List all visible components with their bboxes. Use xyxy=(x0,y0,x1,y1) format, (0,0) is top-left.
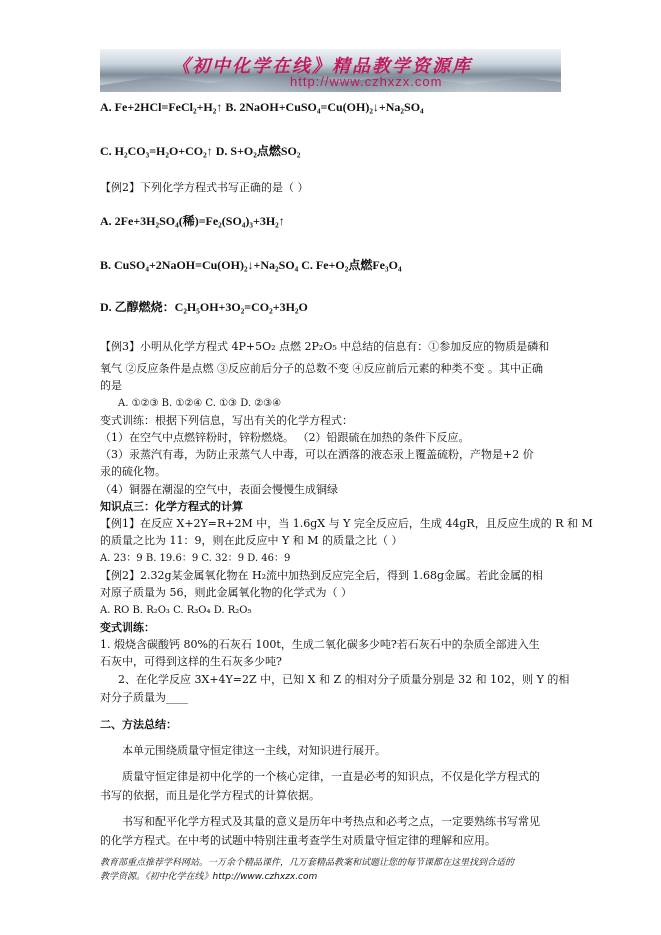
variant-training-2-heading: 变式训练： xyxy=(100,621,155,634)
variant-item-3: （3）汞蒸汽有毒，为防止汞蒸气人中毒，可以在洒落的液态汞上覆盖硫粉，产物是+2 价 xyxy=(100,448,534,461)
header-banner xyxy=(100,49,561,92)
option-line-ab: A. Fe+2HCl=FeCl₂+H₂↑ B. 2NaOH+CuSO₄=Cu(OH)₂↓+Na₂SO₄ xyxy=(100,100,424,114)
footer-line1: 教育部重点推荐学科网站。一万余个精品课件，几万套精品教案和试题让您的每节课都在这里找到合适的 xyxy=(100,858,515,868)
calc-example1-options: A. 23：9 B. 19.6：9 C. 32：9 D. 46：9 xyxy=(100,553,291,564)
summary-paragraph2-line1: 质量守恒定律是初中化学的一个核心定律，一直是必考的知识点，不仅是化学方程式的 xyxy=(122,770,540,783)
calc-example2-options: A. RO B. R₂O₃ C. R₃O₄ D. R₂O₅ xyxy=(100,605,252,616)
calc-example1-line2: 的质量之比为 11：9，则在此反应中 Y 和 M 的质量之比（ ） xyxy=(100,534,403,547)
variant-item-3-cont: 汞的硫化物。 xyxy=(100,465,166,478)
example2-option-bc: B. CuSO₄+2NaOH=Cu(OH)₂↓+Na₂SO₄ C. Fe+O₂点燃Fe₃O₄ xyxy=(100,258,402,272)
method-summary-heading: 二、方法总结： xyxy=(100,718,177,731)
variant-item-1-2: （1）在空气中点燃锌粉时，锌粉燃烧。 （2）铅跟硫在加热的条件下反应。 xyxy=(100,431,470,444)
variant2-item1-line2: 石灰中，可得到这样的生石灰多少吨? xyxy=(100,655,282,668)
option-line-cd: C. H₂CO₃=H₂O+CO₂↑ D. S+O₂点燃SO₂ xyxy=(100,144,301,158)
example2-option-a: A. 2Fe+3H₂SO₄(稀)=Fe₂(SO₄)₃+3H₂↑ xyxy=(100,214,285,228)
variant2-item2-line2: 对分子质量为____ xyxy=(100,691,188,704)
example3-line3: 的是 xyxy=(100,379,122,392)
example3-line1: 【例3】小明从化学方程式 4P+5O₂ 点燃 2P₂O₅ 中总结的信息有：①参加反应的物质是磷和 xyxy=(100,340,550,353)
banner-url[interactable]: http://www.czhxzx.com xyxy=(290,74,443,89)
banner-title: 《初中化学在线》精品教学资源库 xyxy=(172,56,472,77)
calc-example2-line2: 对原子质量为 56，则此金属氧化物的化学式为（ ） xyxy=(100,586,352,599)
variant-training-heading: 变式训练：根据下列信息，写出有关的化学方程式： xyxy=(100,414,353,427)
summary-paragraph2-line2: 书写的依据，而且是化学方程式的计算依据。 xyxy=(100,789,320,802)
knowledge-point-3-heading: 知识点三：化学方程式的计算 xyxy=(100,500,243,513)
summary-paragraph3-line2: 的化学方程式。在中考的试题中特别注重考查学生对质量守恒定律的理解和应用。 xyxy=(100,834,496,847)
example3-options: A. ①②③ B. ①②④ C. ①③ D. ②③④ xyxy=(118,398,282,409)
example2-option-d: D. 乙醇燃烧：C₂H₅OH+3O₂=CO₂+3H₂O xyxy=(100,300,308,314)
example3-line2: 氧气 ②反应条件是点燃 ③反应前后分子的总数不变 ④反应前后元素的种类不变 。其中正确 xyxy=(100,362,543,375)
footer-line2[interactable]: 教学资源。《初中化学在线》http://www.czhxzx.com xyxy=(100,872,318,882)
variant2-item2-line1: 2、在化学反应 3X+4Y=2Z 中，已知 X 和 Z 的相对分子质量分别是 32 和 102，则 Y 的相 xyxy=(118,673,570,686)
calc-example2-line1: 【例2】2.32g某金属氧化物在 H₂流中加热到反应完全后，得到 1.68g金属。若此金属的相 xyxy=(100,569,544,582)
variant2-item1-line1: 1. 煅烧含碳酸钙 80%的石灰石 100t，生成二氧化碳多少吨?若石灰石中的杂质全部进入生 xyxy=(100,638,540,651)
summary-paragraph1: 本单元围绕质量守恒定律这一主线，对知识进行展开。 xyxy=(122,744,386,757)
summary-paragraph3-line1: 书写和配平化学方程式及其量的意义是历年中考热点和必考之点，一定要熟练书写常见 xyxy=(122,815,540,828)
calc-example1-line1: 【例1】在反应 X+2Y=R+2M 中，当 1.6gX 与 Y 完全反应后，生成 44gR，且反应生成的 R 和 M xyxy=(100,517,593,530)
example2-question: 【例2】下列化学方程式书写正确的是（ ） xyxy=(100,181,309,194)
variant-item-4: （4）铜器在潮湿的空气中，表面会慢慢生成铜绿 xyxy=(100,483,338,496)
